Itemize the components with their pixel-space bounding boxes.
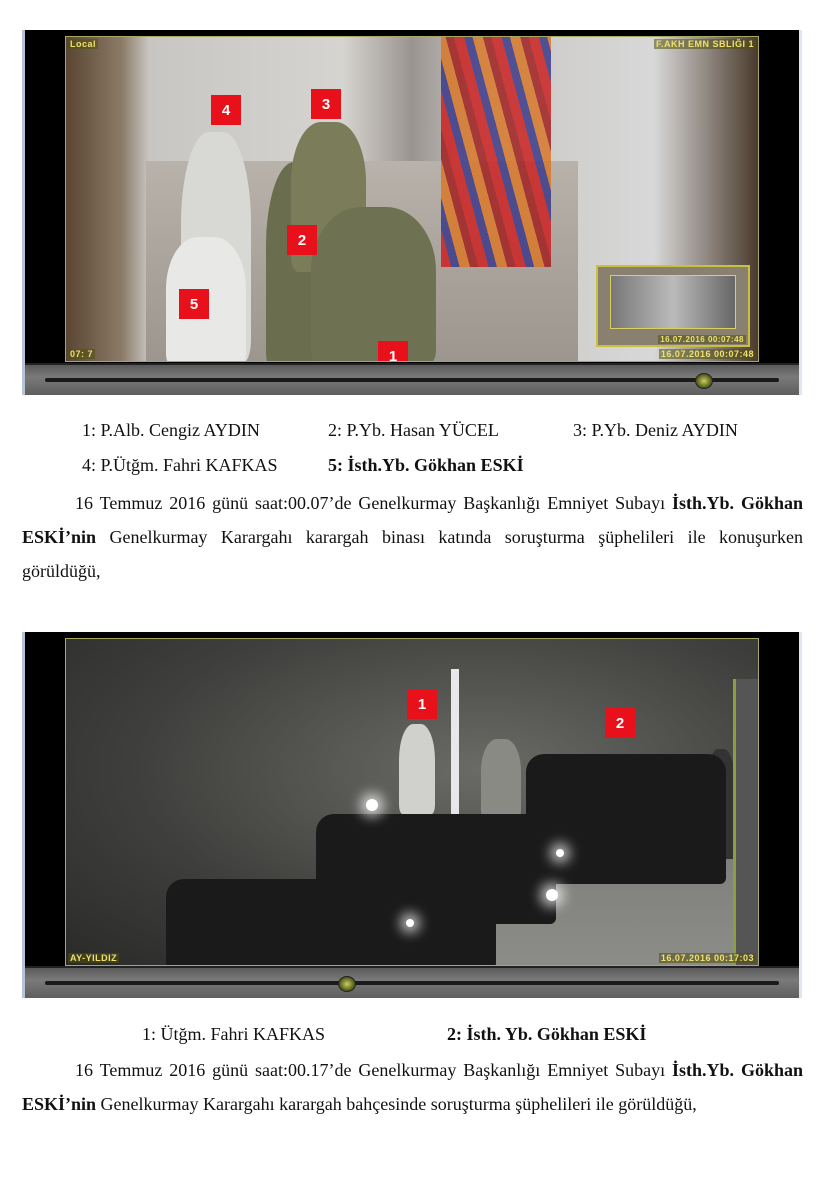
marker-2: 2 [605,708,635,738]
paragraph-2-line1: 16 Temmuz 2016 günü saat:00.17’de Genelkurmay Başkanlığı Emniyet Subayı [75,1060,666,1080]
car-front [166,879,496,966]
playback-bar [25,966,799,998]
osd-camera-label: Local [70,39,97,49]
seek-track[interactable] [45,981,779,985]
marker-4: 4 [211,95,241,125]
headlight [406,919,414,927]
paragraph-2 [22,1053,803,1121]
paragraph-1-line1: 16 Temmuz 2016 günü saat:00.07’de Genelkurmay Başkanlığı Emniyet Subayı [75,493,666,513]
osd-timestamp: 16.07.2016 00:17:03 [660,953,754,963]
headlight [366,799,378,811]
caption1-item-5: 5: İsth.Yb. Gökhan ESKİ [328,455,524,475]
osd-timestamp: 16.07.2016 00:07:48 [660,349,754,359]
cctv-frame-outdoor [22,632,802,998]
paragraph-2-bold-name: İsth.Yb. Gökhan ESKİ’nin [22,1060,804,1114]
caption1-item-3: 3: P.Yb. Deniz AYDIN [573,420,738,440]
marker-1: 1 [407,689,437,719]
light-pole [451,669,459,819]
caption1-item-2: 2: P.Yb. Hasan YÜCEL [328,420,499,440]
seek-knob[interactable] [338,976,356,992]
pip-inner-frame [610,275,736,329]
paragraph-1-bold-name: İsth.Yb. Gökhan ESKİ’nin [22,493,804,547]
caption2-item-1: 1: Ütğm. Fahri KAFKAS [142,1024,326,1044]
person-1 [399,724,435,814]
person-1 [311,207,436,362]
side-frame [733,679,758,966]
marker-1: 1 [378,341,408,362]
headlight [556,849,564,857]
seek-knob[interactable] [695,373,713,389]
flags-decor [441,37,551,267]
marker-2: 2 [287,225,317,255]
caption1-item-1: 1: P.Alb. Cengiz AYDIN [82,420,260,440]
cctv-video-indoor [65,36,759,362]
marker-5: 5 [179,289,209,319]
person-soldier [481,739,521,819]
headlight [546,889,558,901]
osd-channel-label: 07: 7 [70,349,94,359]
cctv-video-outdoor [65,638,759,966]
caption1-item-4: 4: P.Ütğm. Fahri KAFKAS [82,455,278,475]
paragraph-2-rest: Genelkurmay Karargahı karargah bahçesinde soruşturma şüphelileri ile görüldüğü, [96,1094,697,1114]
paragraph-1 [22,486,803,588]
pip-timestamp: 16.07.2016 00:07:48 [660,335,744,344]
marker-3: 3 [311,89,341,119]
paragraph-1-rest: Genelkurmay Karargahı karargah binası katında soruşturma şüphelileri ile konuşurken görüldüğü, [22,527,803,581]
osd-camera-label: AY-YILDIZ [70,953,118,963]
car-right [526,754,726,884]
seek-track[interactable] [45,378,779,382]
caption2-item-2: 2: İsth. Yb. Gökhan ESKİ [447,1024,647,1044]
picture-in-picture-view [596,265,750,347]
osd-location-label: F.AKH EMN SBLIĞI 1 [655,39,754,49]
playback-bar [25,363,799,395]
cctv-frame-indoor [22,30,802,395]
